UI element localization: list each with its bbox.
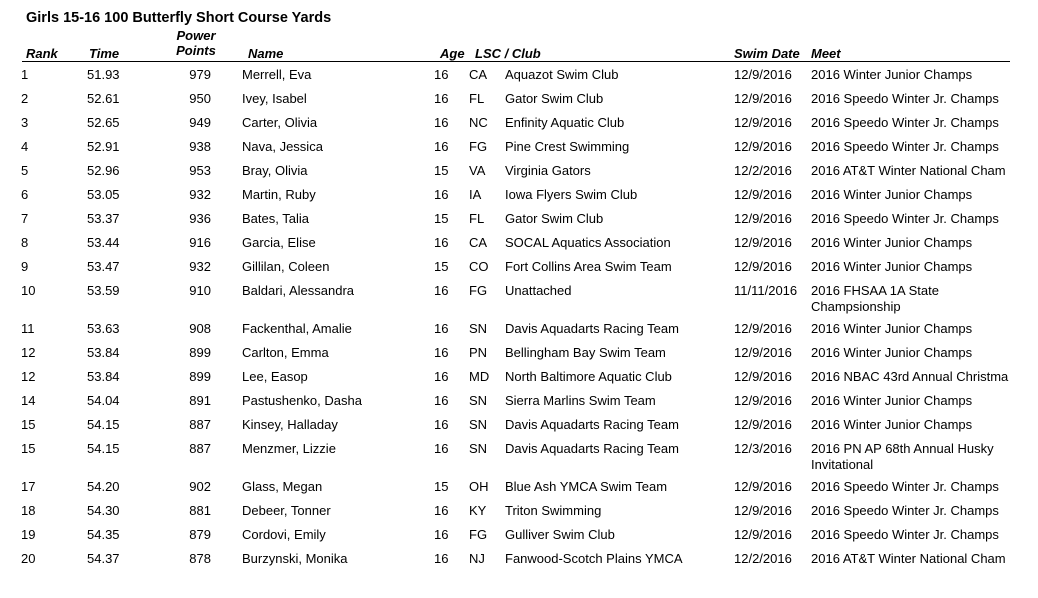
- club-cell: Unattached: [505, 283, 572, 298]
- swimmer-name-cell: Kinsey, Halladay: [242, 417, 338, 432]
- lsc-cell: CO: [469, 259, 489, 274]
- power-points-cell: 949: [189, 115, 211, 130]
- header-power-line2: Points: [176, 42, 216, 58]
- club-cell: Aquazot Swim Club: [505, 67, 619, 82]
- power-points-cell: 932: [189, 259, 211, 274]
- meet-cell: 2016 Winter Junior Champs: [811, 235, 973, 250]
- meet-cell: 2016 Speedo Winter Jr. Champs: [811, 211, 999, 226]
- power-points-cell: 938: [189, 139, 211, 154]
- meet-cell: 2016 Speedo Winter Jr. Champs: [811, 115, 999, 130]
- rank-cell: 3: [21, 115, 29, 130]
- swimmer-name-cell: Bates, Talia: [242, 211, 309, 226]
- time-cell: 52.91: [87, 139, 120, 154]
- rank-cell: 20: [21, 551, 36, 566]
- club-cell: Pine Crest Swimming: [505, 139, 630, 154]
- power-points-cell: 950: [189, 91, 211, 106]
- meet-cell: 2016 NBAC 43rd Annual Christma: [811, 369, 1009, 384]
- swimmer-name-cell: Gillilan, Coleen: [242, 259, 330, 274]
- header-divider: [22, 61, 1010, 62]
- time-cell: 54.20: [87, 479, 120, 494]
- rank-cell: 11: [21, 321, 35, 336]
- swim-date-cell: 12/9/2016: [734, 479, 792, 494]
- rank-cell: 4: [21, 139, 29, 154]
- lsc-cell: PN: [469, 345, 488, 360]
- rank-cell: 2: [21, 91, 29, 106]
- rank-cell: 9: [21, 259, 29, 274]
- swimmer-name-cell: Cordovi, Emily: [242, 527, 326, 542]
- swimmer-name-cell: Nava, Jessica: [242, 139, 323, 154]
- club-cell: Virginia Gators: [505, 163, 591, 178]
- power-points-cell: 881: [189, 503, 211, 518]
- lsc-cell: FL: [469, 211, 485, 226]
- club-cell: Enfinity Aquatic Club: [505, 115, 625, 130]
- power-points-cell: 910: [189, 283, 211, 298]
- lsc-cell: FG: [469, 139, 488, 154]
- age-cell: 16: [434, 551, 449, 566]
- page-title: Girls 15-16 100 Butterfly Short Course Yards: [26, 10, 332, 26]
- header-name: Name: [248, 46, 284, 61]
- rank-cell: 12: [21, 345, 36, 360]
- age-cell: 16: [434, 393, 449, 408]
- age-cell: 16: [434, 321, 449, 336]
- time-cell: 54.15: [87, 441, 120, 456]
- swimmer-name-cell: Carter, Olivia: [242, 115, 318, 130]
- swimmer-name-cell: Bray, Olivia: [242, 163, 308, 178]
- lsc-cell: CA: [469, 67, 488, 82]
- time-cell: 54.37: [87, 551, 120, 566]
- swim-date-cell: 12/3/2016: [734, 441, 792, 456]
- meet-cell: 2016 Winter Junior Champs: [811, 321, 973, 336]
- header-power-points: [170, 29, 222, 58]
- meet-cell: 2016 Winter Junior Champs: [811, 345, 973, 360]
- rank-cell: 8: [21, 235, 29, 250]
- time-cell: 53.59: [87, 283, 120, 298]
- meet-cell: 2016 AT&T Winter National Cham: [811, 163, 1006, 178]
- swimmer-name-cell: Pastushenko, Dasha: [242, 393, 362, 408]
- age-cell: 16: [434, 441, 449, 456]
- swimmer-name-cell: Menzmer, Lizzie: [242, 441, 336, 456]
- age-cell: 16: [434, 91, 449, 106]
- time-cell: 53.63: [87, 321, 120, 336]
- power-points-cell: 878: [189, 551, 211, 566]
- lsc-cell: KY: [469, 503, 487, 518]
- power-points-cell: 879: [189, 527, 211, 542]
- lsc-cell: CA: [469, 235, 488, 250]
- power-points-cell: 908: [189, 321, 211, 336]
- rank-cell: 10: [21, 283, 36, 298]
- power-points-cell: 887: [189, 417, 211, 432]
- swim-date-cell: 12/9/2016: [734, 321, 792, 336]
- rank-cell: 6: [21, 187, 29, 202]
- rank-cell: 7: [21, 211, 29, 226]
- time-cell: 53.47: [87, 259, 120, 274]
- meet-cell: 2016 PN AP 68th Annual Husky Invitational: [811, 441, 994, 472]
- club-cell: Gator Swim Club: [505, 211, 604, 226]
- time-cell: 52.61: [87, 91, 120, 106]
- power-points-cell: 891: [189, 393, 211, 408]
- swim-date-cell: 12/2/2016: [734, 551, 792, 566]
- lsc-cell: VA: [469, 163, 486, 178]
- time-cell: 53.84: [87, 369, 120, 384]
- meet-cell: 2016 Winter Junior Champs: [811, 187, 973, 202]
- lsc-cell: MD: [469, 369, 490, 384]
- swim-date-cell: 12/9/2016: [734, 187, 792, 202]
- time-cell: 52.96: [87, 163, 120, 178]
- swimmer-name-cell: Merrell, Eva: [242, 67, 312, 82]
- header-swim-date: Swim Date: [734, 46, 800, 61]
- club-cell: Davis Aquadarts Racing Team: [505, 441, 679, 456]
- swim-date-cell: 12/9/2016: [734, 235, 792, 250]
- age-cell: 16: [434, 369, 449, 384]
- rank-cell: 15: [21, 417, 36, 432]
- swim-date-cell: 12/9/2016: [734, 67, 792, 82]
- club-cell: North Baltimore Aquatic Club: [505, 369, 672, 384]
- swim-date-cell: 12/9/2016: [734, 417, 792, 432]
- power-points-cell: 936: [189, 211, 211, 226]
- swim-date-cell: 12/2/2016: [734, 163, 792, 178]
- age-cell: 16: [434, 503, 449, 518]
- age-cell: 16: [434, 527, 449, 542]
- club-cell: Triton Swimming: [505, 503, 602, 518]
- rank-cell: 1: [21, 67, 29, 82]
- age-cell: 16: [434, 139, 449, 154]
- lsc-cell: NJ: [469, 551, 485, 566]
- meet-cell: 2016 Winter Junior Champs: [811, 393, 973, 408]
- time-cell: 54.04: [87, 393, 120, 408]
- swim-date-cell: 12/9/2016: [734, 369, 792, 384]
- age-cell: 16: [434, 187, 449, 202]
- club-cell: Davis Aquadarts Racing Team: [505, 417, 679, 432]
- time-cell: 54.30: [87, 503, 120, 518]
- time-cell: 53.05: [87, 187, 120, 202]
- age-cell: 15: [434, 211, 449, 226]
- rank-cell: 18: [21, 503, 36, 518]
- lsc-cell: FL: [469, 91, 485, 106]
- swim-date-cell: 12/9/2016: [734, 393, 792, 408]
- header-lsc-club: LSC / Club: [475, 46, 541, 61]
- club-cell: Iowa Flyers Swim Club: [505, 187, 638, 202]
- age-cell: 16: [434, 417, 449, 432]
- power-points-cell: 916: [189, 235, 211, 250]
- time-cell: 51.93: [87, 67, 120, 82]
- time-cell: 53.84: [87, 345, 120, 360]
- header-meet: Meet: [811, 46, 841, 61]
- time-cell: 54.15: [87, 417, 120, 432]
- swimmer-name-cell: Lee, Easop: [242, 369, 308, 384]
- rank-cell: 17: [21, 479, 36, 494]
- swimmer-name-cell: Fackenthal, Amalie: [242, 321, 352, 336]
- rank-cell: 5: [21, 163, 29, 178]
- meet-cell: 2016 FHSAA 1A State Champsionship: [811, 283, 939, 314]
- power-points-cell: 899: [189, 345, 211, 360]
- age-cell: 15: [434, 479, 449, 494]
- swimmer-name-cell: Burzynski, Monika: [242, 551, 348, 566]
- swimmer-name-cell: Ivey, Isabel: [242, 91, 307, 106]
- age-cell: 16: [434, 283, 449, 298]
- age-cell: 16: [434, 67, 449, 82]
- time-cell: 53.44: [87, 235, 120, 250]
- meet-cell: 2016 Winter Junior Champs: [811, 259, 973, 274]
- swimmer-name-cell: Garcia, Elise: [242, 235, 316, 250]
- club-cell: Gator Swim Club: [505, 91, 604, 106]
- lsc-cell: SN: [469, 321, 488, 336]
- swim-date-cell: 12/9/2016: [734, 115, 792, 130]
- club-cell: Blue Ash YMCA Swim Team: [505, 479, 668, 494]
- swim-date-cell: 12/9/2016: [734, 259, 792, 274]
- age-cell: 15: [434, 259, 449, 274]
- meet-cell: 2016 Speedo Winter Jr. Champs: [811, 479, 999, 494]
- lsc-cell: OH: [469, 479, 489, 494]
- meet-cell: 2016 Speedo Winter Jr. Champs: [811, 527, 999, 542]
- lsc-cell: SN: [469, 393, 488, 408]
- lsc-cell: SN: [469, 441, 488, 456]
- header-age: Age: [440, 46, 465, 61]
- swim-date-cell: 12/9/2016: [734, 139, 792, 154]
- swim-date-cell: 12/9/2016: [734, 503, 792, 518]
- lsc-cell: FG: [469, 283, 488, 298]
- time-cell: 54.35: [87, 527, 120, 542]
- lsc-cell: IA: [469, 187, 482, 202]
- time-cell: 53.37: [87, 211, 120, 226]
- club-cell: Fanwood-Scotch Plains YMCA: [505, 551, 683, 566]
- swimmer-name-cell: Carlton, Emma: [242, 345, 329, 360]
- club-cell: Davis Aquadarts Racing Team: [505, 321, 679, 336]
- header-rank: Rank: [26, 46, 58, 61]
- rank-cell: 14: [21, 393, 36, 408]
- meet-cell: 2016 Speedo Winter Jr. Champs: [811, 91, 999, 106]
- club-cell: Fort Collins Area Swim Team: [505, 259, 672, 274]
- swim-date-cell: 12/9/2016: [734, 527, 792, 542]
- rank-cell: 12: [21, 369, 36, 384]
- power-points-cell: 887: [189, 441, 211, 456]
- lsc-cell: SN: [469, 417, 488, 432]
- power-points-cell: 899: [189, 369, 211, 384]
- swimmer-name-cell: Martin, Ruby: [242, 187, 316, 202]
- lsc-cell: NC: [469, 115, 488, 130]
- meet-cell: 2016 Winter Junior Champs: [811, 417, 973, 432]
- age-cell: 16: [434, 115, 449, 130]
- rank-cell: 19: [21, 527, 36, 542]
- age-cell: 15: [434, 163, 449, 178]
- meet-cell: 2016 Speedo Winter Jr. Champs: [811, 503, 999, 518]
- power-points-cell: 953: [189, 163, 211, 178]
- lsc-cell: FG: [469, 527, 488, 542]
- meet-cell: 2016 AT&T Winter National Cham: [811, 551, 1006, 566]
- swim-date-cell: 12/9/2016: [734, 91, 792, 106]
- power-points-cell: 932: [189, 187, 211, 202]
- club-cell: Sierra Marlins Swim Team: [505, 393, 656, 408]
- swimmer-name-cell: Debeer, Tonner: [242, 503, 331, 518]
- club-cell: SOCAL Aquatics Association: [505, 235, 671, 250]
- time-cell: 52.65: [87, 115, 120, 130]
- header-time: Time: [89, 46, 120, 61]
- swim-date-cell: 12/9/2016: [734, 345, 792, 360]
- power-points-cell: 902: [189, 479, 211, 494]
- swimmer-name-cell: Glass, Megan: [242, 479, 323, 494]
- club-cell: Gulliver Swim Club: [505, 527, 615, 542]
- rank-cell: 15: [21, 441, 36, 456]
- power-points-cell: 979: [189, 67, 211, 82]
- club-cell: Bellingham Bay Swim Team: [505, 345, 666, 360]
- meet-cell: 2016 Winter Junior Champs: [811, 67, 973, 82]
- age-cell: 16: [434, 345, 449, 360]
- swim-date-cell: 11/11/2016: [734, 283, 798, 298]
- age-cell: 16: [434, 235, 449, 250]
- meet-cell: 2016 Speedo Winter Jr. Champs: [811, 139, 999, 154]
- header-power-line1: Power: [176, 28, 216, 43]
- swimmer-name-cell: Baldari, Alessandra: [242, 283, 355, 298]
- swim-date-cell: 12/9/2016: [734, 211, 792, 226]
